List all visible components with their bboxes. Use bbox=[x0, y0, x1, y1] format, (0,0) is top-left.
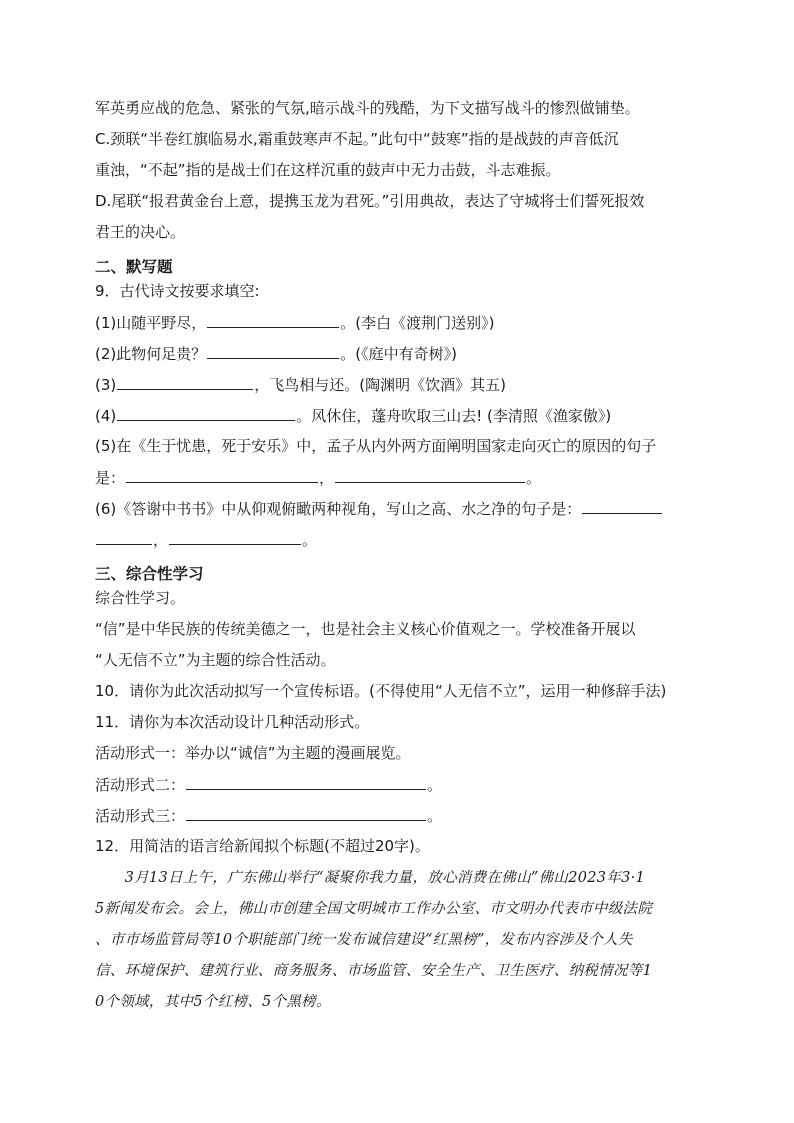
answer-blank[interactable] bbox=[186, 805, 426, 821]
news-line-4: 信、环境保护、建筑行业、商务服务、市场监管、安全生产、卫生医疗、纳税情况等1 bbox=[95, 963, 653, 979]
answer-blank[interactable] bbox=[186, 774, 426, 790]
news-line-2: 5新闻发布会。会上，佛山市创建全国文明城市工作办公室、市文明办代表市中级法院 bbox=[95, 901, 653, 917]
comprehensive-subtitle: 综合性学习。 bbox=[95, 589, 186, 607]
question-11: 11．请你为本次活动设计几种活动形式。 bbox=[95, 713, 370, 731]
news-line-5: 0个领域，其中5个红榜、5个黑榜。 bbox=[95, 994, 331, 1010]
fill-item-2: (2)此物何足贵？ 。(《庭中有奇树》) bbox=[95, 345, 457, 363]
question-9: 9．古代诗文按要求填空: bbox=[95, 282, 260, 300]
activity-form-3: 活动形式三： 。 bbox=[95, 807, 443, 825]
intro-line-2: “人无信不立”为主题的综合性活动。 bbox=[95, 651, 336, 669]
activity-form-2: 活动形式二： 。 bbox=[95, 776, 443, 794]
fill-item-5-line-1: (5)在《生于忧患，死于安乐》中，孟子从内外两方面阐明国家走向灭亡的原因的句子 bbox=[95, 437, 657, 455]
answer-blank[interactable] bbox=[335, 467, 525, 483]
activity-form-1: 活动形式一：举办以“诚信”为主题的漫画展览。 bbox=[95, 744, 411, 762]
fill-item-6-line-1: (6)《答谢中书书》中从仰观俯瞰两种视角，写山之高、水之净的句子是： bbox=[95, 498, 663, 519]
section-heading-dictation: 二、默写题 bbox=[95, 258, 173, 276]
answer-blank[interactable] bbox=[126, 467, 318, 483]
option-c-line-1: C.颈联“半卷红旗临易水,霜重鼓寒声不起。”此句中“鼓寒”指的是战鼓的声音低沉 bbox=[95, 130, 619, 148]
answer-blank[interactable] bbox=[96, 529, 152, 545]
option-d-line-1: D.尾联“报君黄金台上意，提携玉龙为君死。”引用典故，表达了守城将士们誓死报效 bbox=[95, 192, 645, 210]
fill-item-5-line-2: 是： ， 。 bbox=[95, 469, 542, 487]
fill-item-6-line-2: ， 。 bbox=[95, 529, 317, 550]
question-12: 12．用简洁的语言给新闻拟个标题(不超过20字)。 bbox=[95, 837, 430, 855]
fill-item-4: (4) 。风休住，蓬舟吹取三山去! (李清照《渔家傲》) bbox=[95, 407, 612, 425]
news-line-1: 3月13日上午，广东佛山举行“凝聚你我力量，放心消费在佛山”佛山2023年3·1 bbox=[95, 870, 646, 886]
answer-blank[interactable] bbox=[207, 312, 339, 328]
option-d-line-2: 君王的决心。 bbox=[95, 223, 186, 241]
answer-blank[interactable] bbox=[582, 498, 662, 514]
option-b-continuation: 军英勇应战的危急、紧张的气氛,暗示战斗的残酷，为下文描写战斗的惨烈做铺垫。 bbox=[95, 99, 640, 117]
section-heading-comprehensive: 三、综合性学习 bbox=[95, 565, 204, 583]
answer-blank[interactable] bbox=[117, 405, 295, 421]
fill-item-1: (1)山随平野尽， 。(李白《渡荆门送别》) bbox=[95, 314, 495, 332]
answer-blank[interactable] bbox=[169, 529, 301, 545]
fill-item-3: (3) ，飞鸟相与还。(陶渊明《饮酒》其五) bbox=[95, 376, 506, 394]
answer-blank[interactable] bbox=[117, 374, 253, 390]
option-c-line-2: 重浊，“不起”指的是战士们在这样沉重的鼓声中无力击鼓，斗志难振。 bbox=[95, 161, 561, 179]
question-10: 10．请你为此次活动拟写一个宣传标语。(不得使用“人无信不立”，运用一种修辞手法) bbox=[95, 682, 667, 700]
intro-line-1: “信”是中华民族的传统美德之一，也是社会主义核心价值观之一。学校准备开展以 bbox=[95, 620, 636, 638]
news-line-3: 、市市场监管局等10个职能部门统一发布诚信建设“红黑榜”，发布内容涉及个人失 bbox=[95, 932, 633, 948]
answer-blank[interactable] bbox=[207, 343, 339, 359]
